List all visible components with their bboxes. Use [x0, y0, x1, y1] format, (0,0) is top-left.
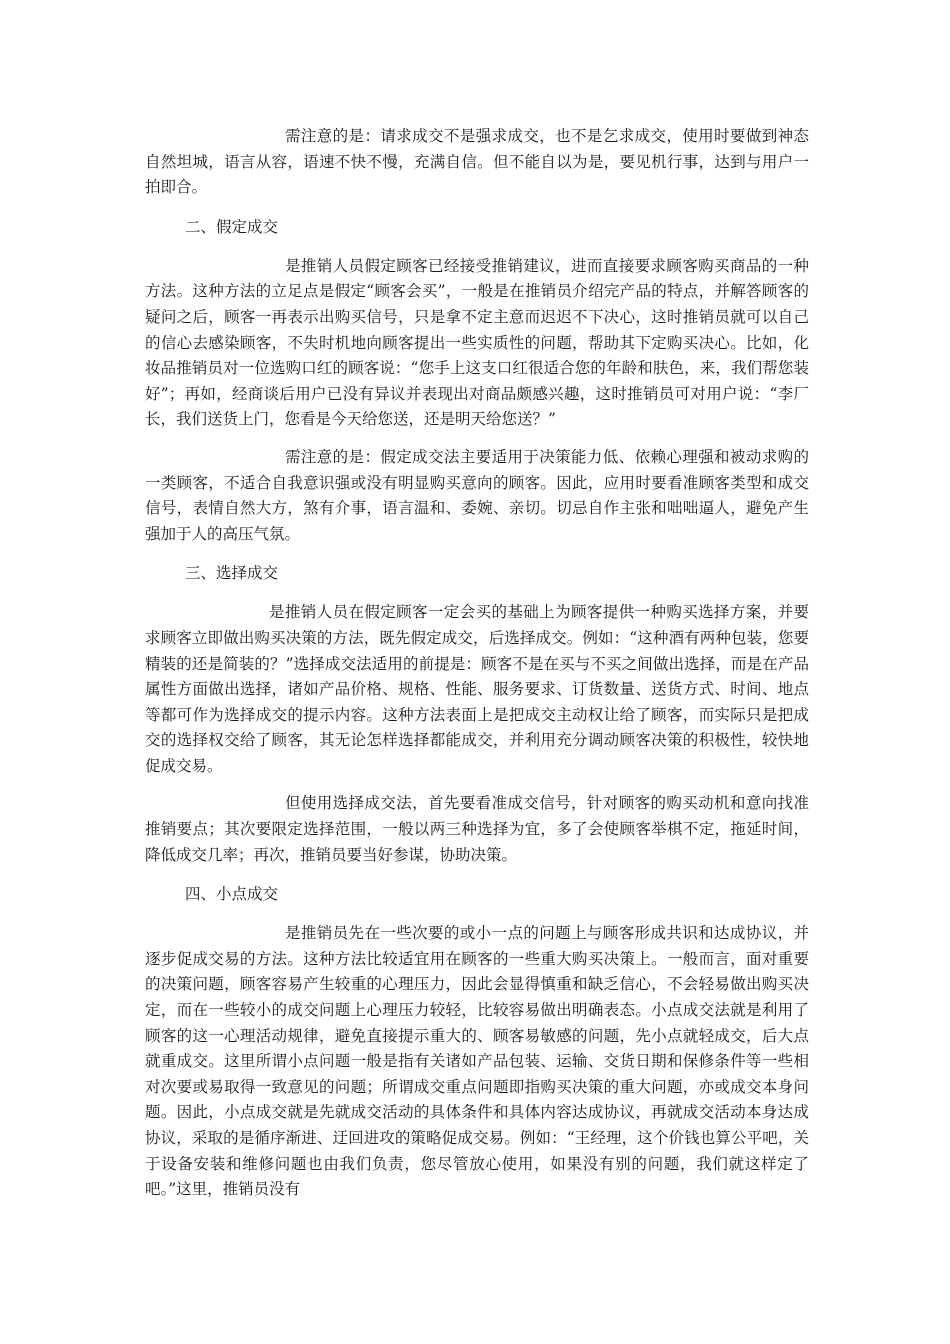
paragraph-choice-close: 是推销人员在假定顾客一定会买的基础上为顾客提供一种购买选择方案，并要求顾客立即做出购买决策的方法，既先假定成交，后选择成交。例如：“这种酒有两种包装，您要精装的还是简装的？”选择成交法适用的前提是：顾客不是在买与不买之间做出选择，而是在产品属性方面做出选择，诸如产品价格、规格、性能、服务要求、订货数量、送货方式、时间、地点等都可作为选择成交的提示内容。这种方法表面上是把成交主动权让给了顾客，而实际只是把成交的选择权交给了顾客，其无论怎样选择都能成交，并利用充分调动顾客决策的积极性，较快地促成交易。 [145, 603, 809, 775]
paragraph-choice-close-note: 但使用选择成交法，首先要看准成交信号，针对顾客的购买动机和意向找准推销要点；其次要限定选择范围，一般以两三种选择为宜，多了会使顾客举棋不定，拖延时间，降低成交几率；再次，推销员要当好参谋，协助决策。 [145, 794, 809, 864]
paragraph-minor-point-close: 是推销员先在一些次要的或小一点的问题上与顾客形成共识和达成协议，并逐步促成交易的方法。这种方法比较适宜用在顾客的一些重大购买决策上。一般而言，面对重要的决策问题，顾客容易产生较重的心理压力，因此会显得慎重和缺乏信心，不会轻易做出购买决定，而在一些较小的成交问题上心理压力较轻，比较容易做出明确表态。小点成交法就是利用了顾客的这一心理活动规律，避免直接提示重大的、顾客易敏感的问题，先小点就轻成交，后大点就重成交。这里所谓小点问题一般是指有关诸如产品包装、运输、交货日期和保修条件等一些相对次要或易取得一致意见的问题；所谓成交重点问题即指购买决策的重大问题，亦或成交本身问题。因此，小点成交就是先就成交活动的具体条件和具体内容达成协议，再就成交活动本身达成协议，采取的是循序渐进、迂回进攻的策略促成交易。例如：“王经理，这个价钱也算公平吧，关于设备安装和维修问题也由我们负责，您尽管放心使用，如果没有别的问题，我们就这样定了吧。”这里，推销员没有 [145, 924, 809, 1199]
paragraph-request-close-note: 需注意的是：请求成交不是强求成交，也不是乞求成交，使用时要做到神态自然坦城，语言从容，语速不快不慢，充满自信。但不能自以为是，要见机行事，达到与用户一拍即合。 [145, 127, 809, 197]
heading-choice-close: 三、选择成交 [185, 564, 279, 583]
paragraph-assumed-close: 是推销人员假定顾客已经接受推销建议，进而直接要求顾客购买商品的一种方法。这种方法的立足点是假定“顾客会买”，一般是在推销员介绍完产品的特点，并解答顾客的疑问之后，顾客一再表示出购买信号，只是拿不定主意而迟迟不下决心，这时推销员就可以自己的信心去感染顾客，不失时机地向顾客提出一些实质性的问题，帮助其下定购买决心。比如，化妆品推销员对一位选购口红的顾客说：“您手上这支口红很适合您的年龄和肤色，来，我们帮您装好”；再如，经商谈后用户已没有异议并表现出对商品颇感兴趣，这时推销员可对用户说：“李厂长，我们送货上门，您看是今天给您送，还是明天给您送？” [145, 256, 809, 429]
document-body [145, 124, 809, 1203]
heading-minor-point-close: 四、小点成交 [185, 885, 279, 904]
paragraph-assumed-close-note: 需注意的是：假定成交法主要适用于决策能力低、依赖心理强和被动求购的一类顾客，不适合自我意识强或没有明显购买意向的顾客。因此，应用时要看准顾客类型和成交信号，表情自然大方，煞有介事，语言温和、委婉、亲切。切忌自作主张和咄咄逼人，避免产生强加于人的高压气氛。 [145, 447, 809, 543]
heading-assumed-close: 二、假定成交 [185, 217, 279, 236]
